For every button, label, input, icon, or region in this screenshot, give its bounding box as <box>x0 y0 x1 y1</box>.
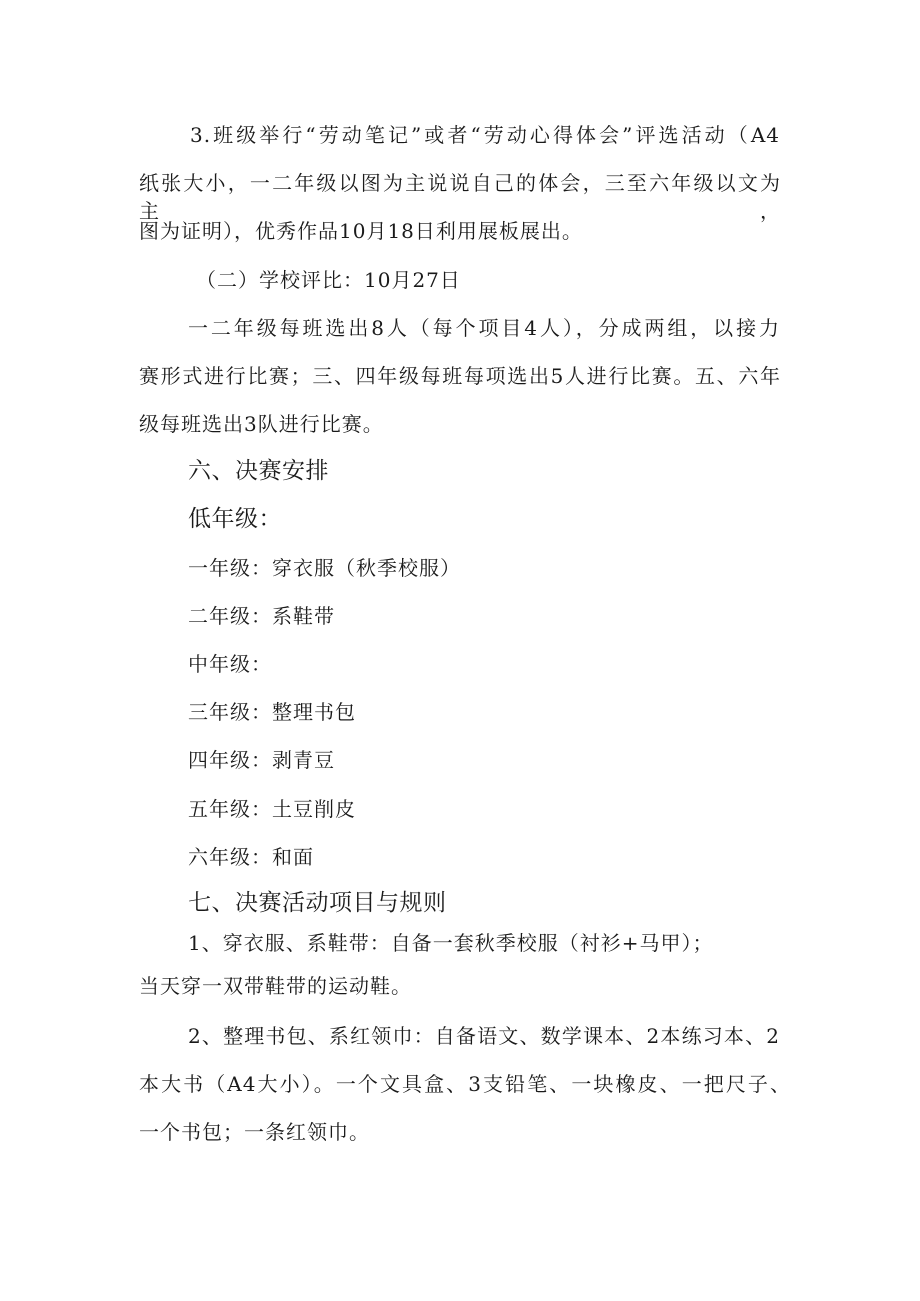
para1-line2: 纸张大小，一二年级以图为主说说自己的体会，三至六年级以文为主， <box>139 171 781 223</box>
rule2-line3: 一个书包；一条红领巾。 <box>139 1120 370 1144</box>
grade2-item: 二年级：系鞋带 <box>188 604 335 628</box>
section-heading-final-arrangement: 六、决赛安排 <box>188 458 329 484</box>
grade4-item: 四年级：剥青豆 <box>188 748 335 772</box>
grade1-item: 一年级：穿衣服（秋季校服） <box>188 556 461 580</box>
mid-grade-label: 中年级： <box>188 652 272 676</box>
para1-line3: 图为证明），优秀作品10月18日利用展板展出。 <box>139 219 583 243</box>
para2-line1: 一二年级每班选出8人（每个项目4人），分成两组，以接力 <box>188 316 780 340</box>
rule1-line2: 当天穿一双带鞋带的运动鞋。 <box>139 974 412 998</box>
para2-line2: 赛形式进行比赛；三、四年级每班每项选出5人进行比赛。五、六年 <box>139 364 781 388</box>
para1-line1: 3.班级举行“劳动笔记”或者“劳动心得体会”评选活动（A4 <box>190 123 780 147</box>
grade5-item: 五年级：土豆削皮 <box>188 797 356 821</box>
low-grade-label: 低年级： <box>188 506 282 532</box>
rule2-line1: 2、整理书包、系红领巾：自备语文、数学课本、2本练习本、2 <box>188 1024 780 1048</box>
grade3-item: 三年级：整理书包 <box>188 700 356 724</box>
grade6-item: 六年级：和面 <box>188 845 314 869</box>
section-heading-rules: 七、决赛活动项目与规则 <box>188 890 447 916</box>
para2-line3: 级每班选出3队进行比赛。 <box>139 412 384 436</box>
rule1-line1: 1、穿衣服、系鞋带：自备一套秋季校服（衬衫+马甲）； <box>188 931 714 955</box>
subheading-school-evaluation: （二）学校评比：10月27日 <box>196 268 461 292</box>
rule2-line2: 本大书（A4大小）。一个文具盒、3支铅笔、一块橡皮、一把尺子、 <box>139 1072 791 1096</box>
